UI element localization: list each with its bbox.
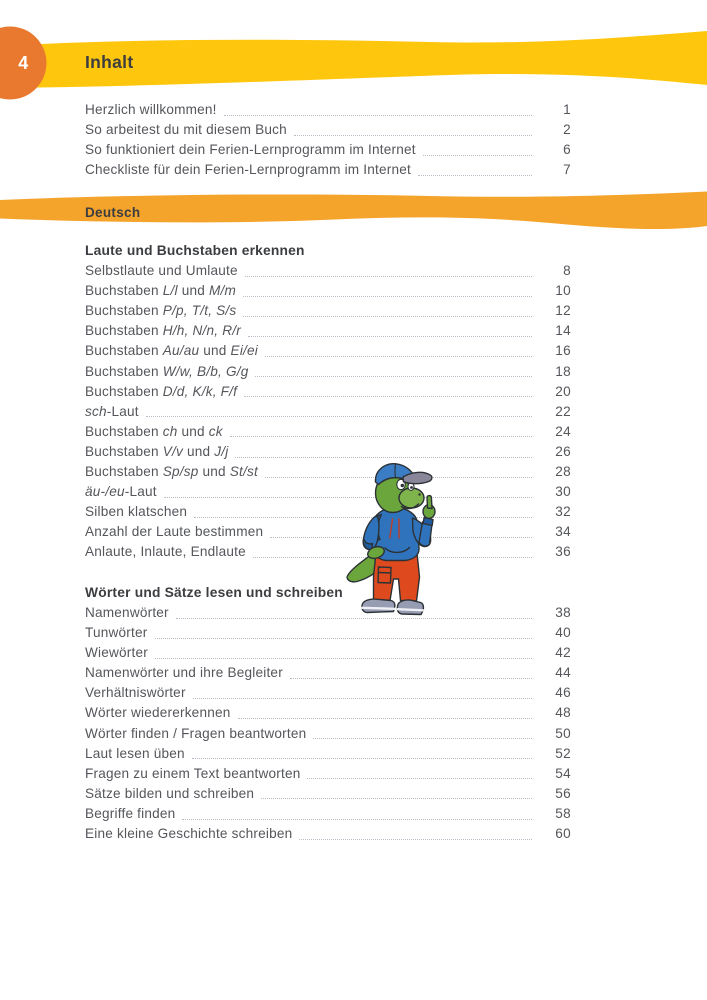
toc-entry [85,261,571,281]
page-number: 4 [18,53,29,73]
toc-entry [85,402,571,422]
toc-entry-title: Buchstaben D/d, K/k, F/f [85,383,238,399]
dotted-leader [238,718,533,719]
toc-entry [85,382,571,402]
toc-entry-title: Sätze bilden und schreiben [85,785,255,801]
section-heading: Wörter und Sätze lesen und schreiben [85,584,343,600]
toc-entry-page: 14 [555,323,571,339]
toc-entry-title: Buchstaben P/p, T/t, S/s [85,303,237,319]
toc-entry-title: Tunwörter [85,625,148,641]
toc-entry-title: Verhältniswörter [85,685,186,701]
toc-entry-page: 1 [563,102,571,117]
toc-entry [85,724,571,744]
dotted-leader [155,658,532,659]
toc-entry-title: Buchstaben L/l und M/m [85,283,237,299]
toc-entry-title: Fragen zu einem Text beantworten [85,765,301,781]
toc-entry [85,542,571,562]
dotted-leader [290,678,532,679]
toc-entry-page: 48 [555,705,571,721]
page-title: Inhalt [85,52,134,72]
toc-entry [85,462,571,482]
toc-entry-title: Wörter finden / Fragen beantworten [85,725,307,741]
dotted-leader [423,155,532,156]
toc-entry [85,744,571,764]
toc-entry-page: 26 [555,443,571,459]
toc-entry-page: 60 [555,826,571,842]
toc-entry [85,764,571,784]
toc-entry-page: 7 [563,162,571,178]
toc-entry [85,341,571,361]
dotted-leader [265,356,532,357]
subject-label: Deutsch [85,205,141,220]
dotted-leader [182,819,532,820]
toc-entry-page: 22 [555,403,571,419]
toc-entry-page: 56 [555,785,571,801]
toc-entry [85,321,571,341]
toc-entry-page: 6 [563,142,571,158]
toc-entry-page: 50 [555,725,571,741]
toc-entry-page: 18 [555,363,571,379]
toc-entry [85,623,571,643]
toc-entry-page: 2 [563,122,571,138]
toc-entry [85,301,571,321]
toc-entry-page: 8 [563,263,571,279]
toc-entry [85,502,571,522]
toc-entry-title: Namenwörter [85,604,169,620]
toc-entry-page: 12 [555,303,571,319]
dotted-leader [230,436,532,437]
toc-entry-title: Buchstaben H/h, N/n, R/r [85,323,241,339]
toc-entry-page: 40 [555,625,571,641]
toc-entry-title: Namenwörter und ihre Begleiter [85,665,283,681]
dotted-leader [248,336,532,337]
intro-toc-list [85,100,571,180]
dotted-leader [245,276,532,277]
toc-entry-title: Checkliste für dein Ferien-Lernprogramm im Internet [85,162,412,178]
dotted-leader [261,798,532,799]
toc-entry [85,804,571,824]
toc-entry-title: Laut lesen üben [85,745,185,761]
toc-entry-page: 30 [555,484,571,500]
dotted-leader [146,416,532,417]
toc-entry [85,603,571,623]
toc-entry [85,824,571,844]
toc-entry [85,522,571,542]
mascot-shoe-left [362,599,395,612]
toc-entry-title: Buchstaben W/w, B/b, G/g [85,363,249,379]
toc-entry-page: 42 [555,645,571,661]
toc-entry [85,784,571,804]
toc-entry-title: Buchstaben Sp/sp und St/st [85,464,258,480]
toc-entry [85,703,571,723]
toc-entry-title: Eine kleine Geschichte schreiben [85,826,293,842]
toc-entry-title: Buchstaben V/v und J/j [85,443,229,459]
toc-entry-title: äu-/eu-Laut [85,484,157,500]
section-heading: Laute und Buchstaben erkennen [85,243,305,258]
toc-entry-title: Wörter wiedererkennen [85,705,231,721]
dotted-leader [294,135,532,136]
dotted-leader [299,839,532,840]
toc-entry [85,482,571,502]
dotted-leader [224,115,532,116]
toc-section [85,241,571,563]
toc-entry-title: Herzlich willkommen! [85,102,217,117]
toc-entry-page: 16 [555,343,571,359]
dotted-leader [244,396,532,397]
mascot-cap-brim [403,472,432,483]
toc-entry-page: 54 [555,765,571,781]
toc-entry [85,663,571,683]
toc-entry-page: 34 [555,524,571,540]
toc-entry [85,442,571,462]
toc-entry [85,643,571,663]
mascot-shoe-right [397,600,423,615]
toc-entry-title: So funktioniert dein Ferien-Lernprogramm im Internet [85,142,416,158]
toc-entry-title: Buchstaben ch und ck [85,423,223,439]
toc-entry-page: 20 [555,383,571,399]
toc-entry-page: 36 [555,544,571,560]
toc-entry-title: Buchstaben Au/au und Ei/ei [85,343,258,359]
toc-entry-page: 58 [555,805,571,821]
toc-entry-page: 52 [555,745,571,761]
toc-entry-title: Anzahl der Laute bestimmen [85,524,264,540]
toc-entry [85,160,571,180]
mascot-pointing-finger [427,496,432,509]
mascot-pocket [378,567,391,583]
toc-entry [85,362,571,382]
toc-entry-page: 38 [555,604,571,620]
dotted-leader [313,738,532,739]
toc-section [85,583,571,844]
dotted-leader [192,758,532,759]
dotted-leader [155,638,533,639]
toc-entry-title: Silben klatschen [85,504,188,520]
toc-entry [85,140,571,160]
toc-entry-page: 32 [555,504,571,520]
toc-entry [85,683,571,703]
toc-entry [85,100,571,120]
toc-sections [85,241,571,844]
toc-entry-title: Wiewörter [85,645,148,661]
toc-entry-page: 44 [555,665,571,681]
dragon-mascot-illustration [345,448,450,620]
dotted-leader [193,698,532,699]
toc-entry-title: Selbstlaute und Umlaute [85,263,238,279]
toc-entry [85,281,571,301]
toc-entry-page: 24 [555,423,571,439]
dotted-leader [243,296,532,297]
dotted-leader [255,376,532,377]
toc-entry-title: sch-Laut [85,403,139,419]
toc-entry [85,120,571,140]
toc-entry-page: 46 [555,685,571,701]
dotted-leader [418,175,532,176]
toc-entry [85,422,571,442]
toc-entry-page: 28 [555,464,571,480]
dotted-leader [307,778,532,779]
yellow-wave-band [0,0,707,100]
toc-entry-page: 10 [555,283,571,299]
toc-entry-title: Anlaute, Inlaute, Endlaute [85,544,246,560]
dotted-leader [243,316,532,317]
toc-entry-title: Begriffe finden [85,805,176,821]
toc-entry-title: So arbeitest du mit diesem Buch [85,122,287,138]
